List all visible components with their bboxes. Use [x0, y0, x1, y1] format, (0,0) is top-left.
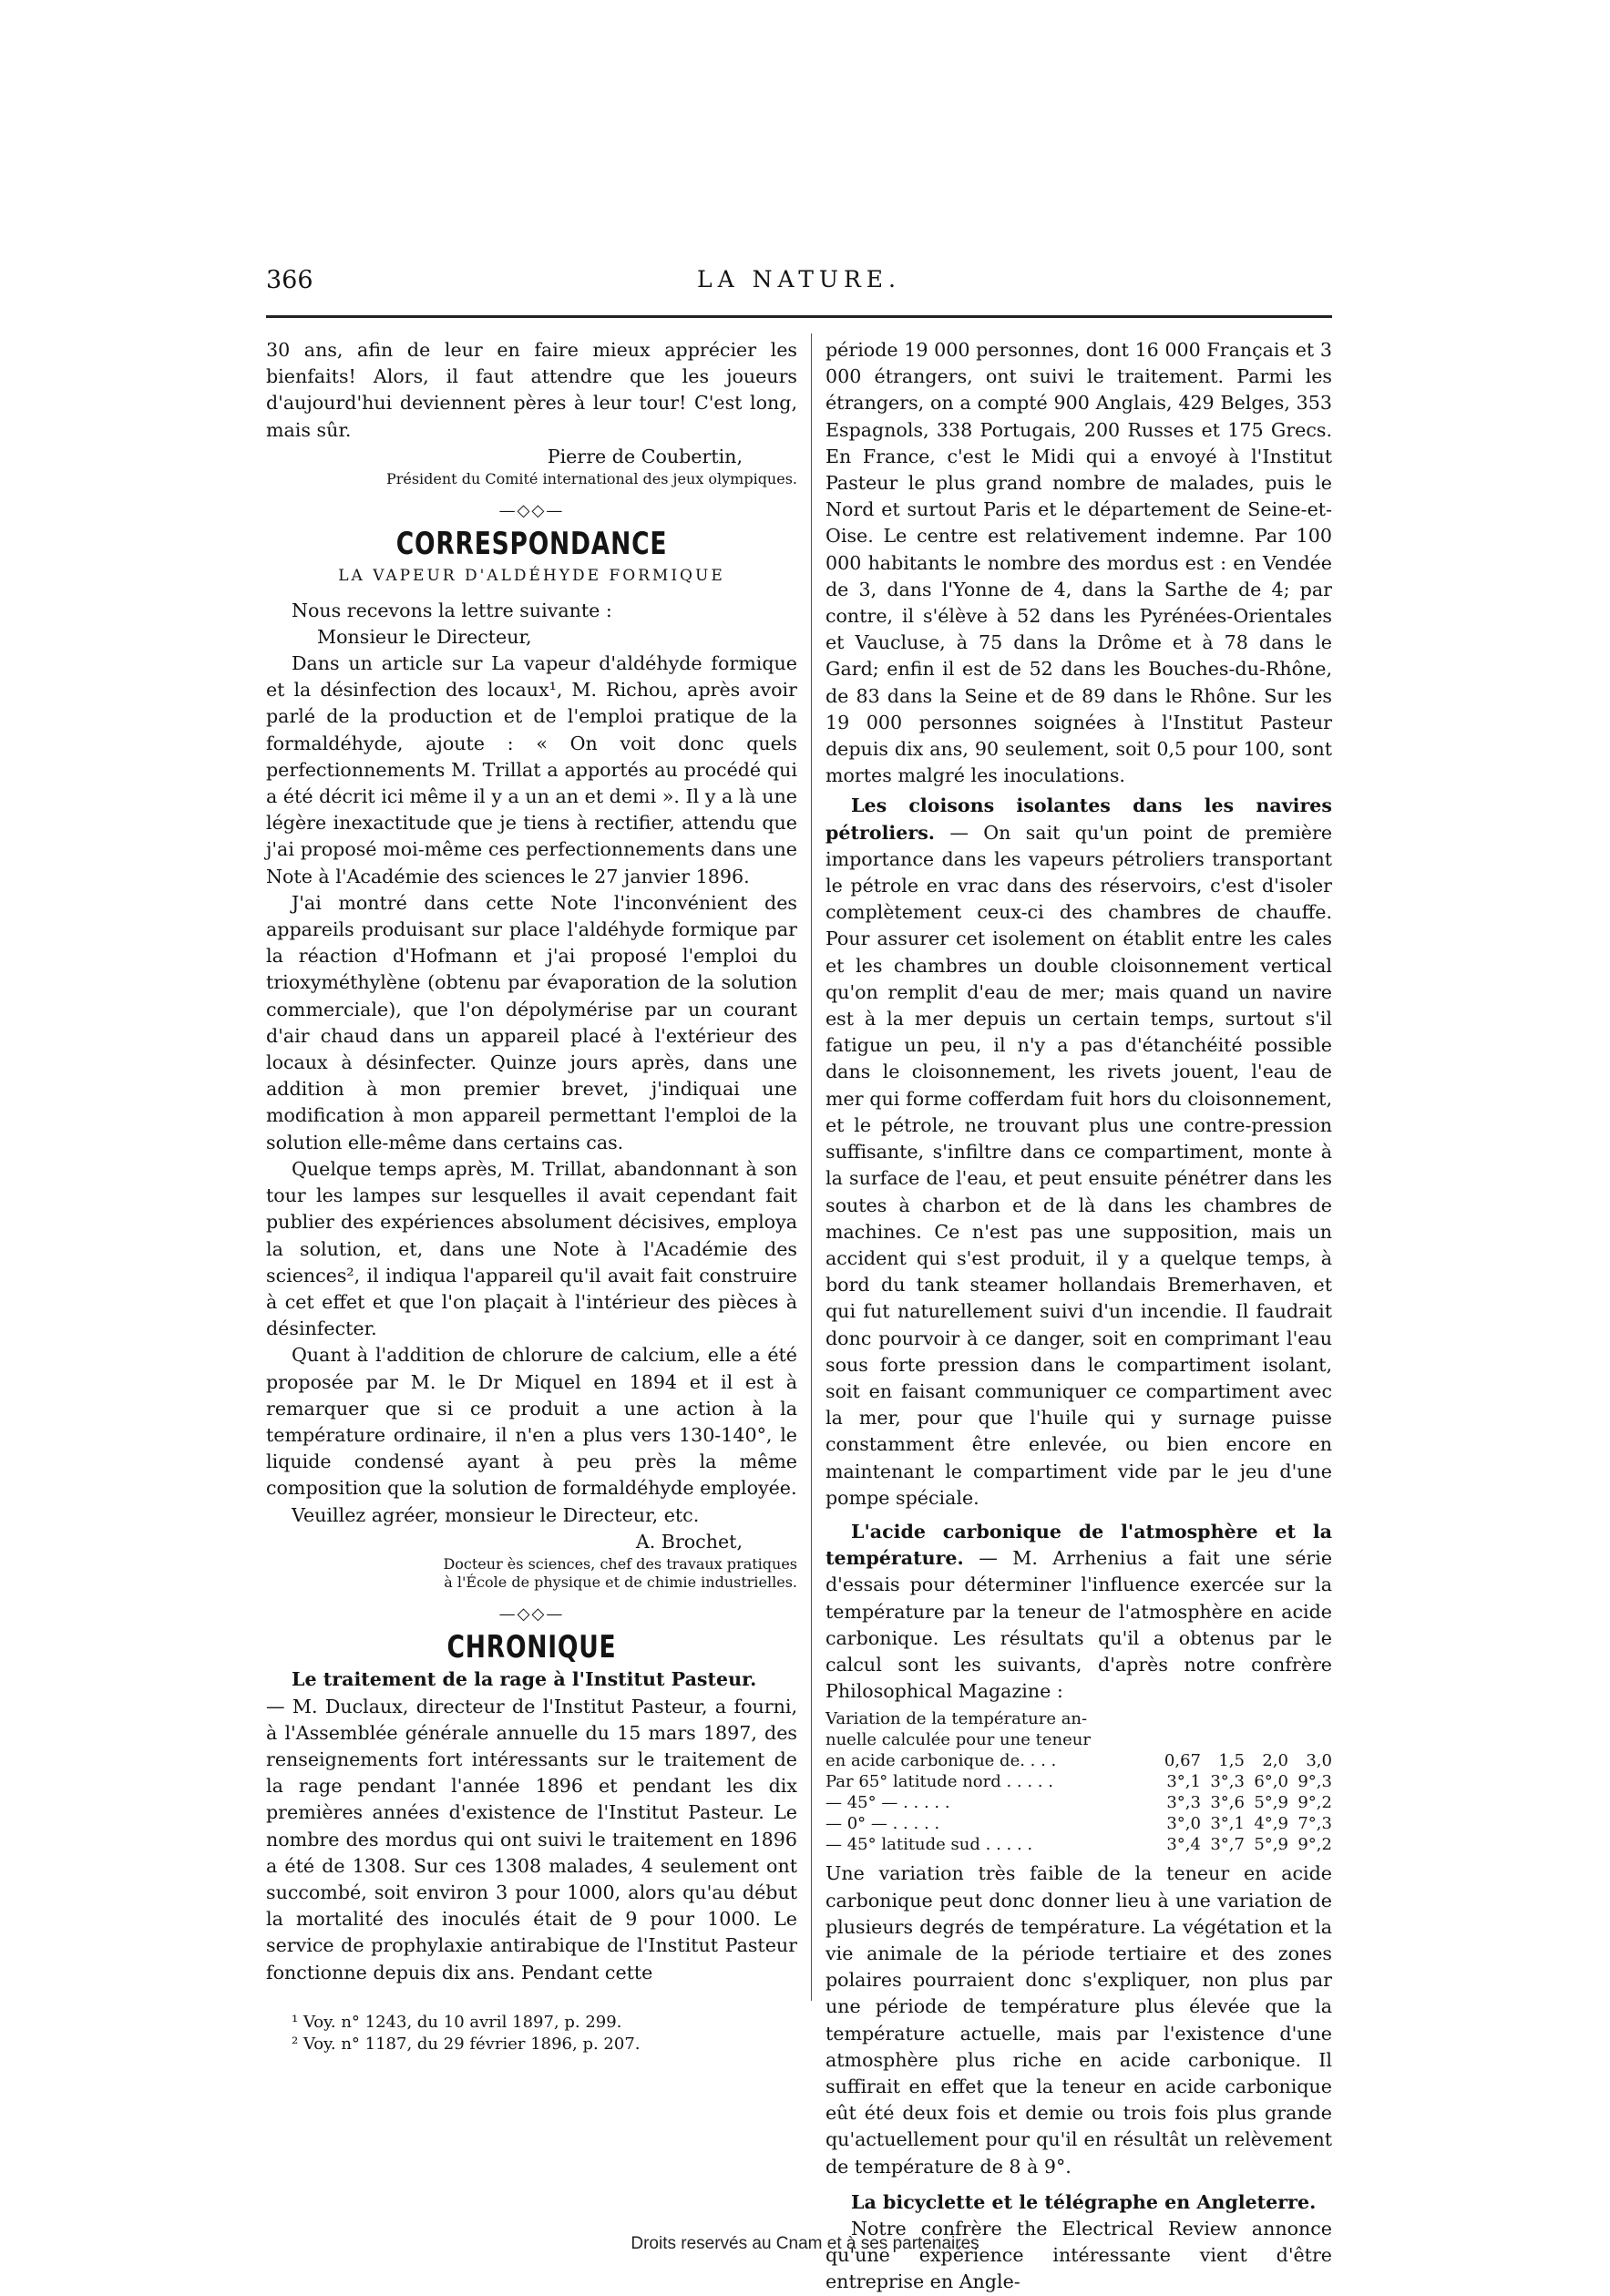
- rage-heading: Le traitement de la rage à l'Institut Pasteur.: [292, 1668, 757, 1691]
- table-cell: 9°,3: [1297, 1772, 1332, 1792]
- footnote: ¹ Voy. n° 1243, du 10 avril 1897, p. 299.: [292, 2012, 622, 2032]
- table-cell: 3°,3: [1210, 1772, 1245, 1792]
- row-label: — 45° — . . . . .: [826, 1793, 950, 1813]
- intro-author: Pierre de Coubertin,: [547, 445, 743, 467]
- letter-salutation: Monsieur le Directeur,: [317, 625, 532, 648]
- acide-heading: L'acide carbonique de l'atmosphère et la température.: [826, 1520, 1332, 1570]
- letter-closing: Veuillez agréer, monsieur le Directeur, etc.: [292, 1503, 700, 1526]
- letter-paragraph: Quant à l'addition de chlorure de calcium, elle a été proposée par M. le Dr Miquel en 1894 et il est à remarquer que si ce produit a une action à la température ordinaire, il n'en a plus vers 130-140°, le liquide condensé ayant à peu près la même composition que la solution de formaldéhyde employée.: [266, 1344, 797, 1500]
- row-label: Par 65° latitude nord . . . . .: [826, 1772, 1053, 1792]
- cloisons-paragraph: — On sait qu'un point de première importance dans les vapeurs pétroliers transportant le pétrole en vrac dans des réservoirs, c'est d'isoler complètement ceux-ci des chambres de chauffe. Pour assurer cet isolement on établit entre les cales et les chambres un double cloisonnement vertical qu'on remplit d'eau de mer; mais quand un navire est à la mer depuis un certain temps, surtout s'il fatigue un peu, il n'y a pas d'étanchéité possible dans le cloisonnement, les rivets jouent, l'eau de mer qui forme cofferdam fuit hors du cloisonnement, et le pétrole, ne trouvant plus une contre-pression suffisante, s'infiltre dans ce compartiment, monte à la surface de l'eau, et peut ensuite pénétrer dans les soutes à charbon et de là dans les chambres de machines. Ce n'est pas une supposition, mais un accident qui s'est produit, il y a quelque temps, à bord du tank steamer hollandais Bremerhaven, et qui fut naturellement suivi d'un incendie. Il faudrait donc pourvoir à ce danger, soit en comprimant l'eau sous forte pression dans le compartiment isolant, soit en faisant communiquer ce compartiment avec la mer, pour que l'huile qui y surnage puisse constamment être enlevée, ou bien encore en maintenant le compartiment vide par le jeu d'une pompe spéciale.: [826, 821, 1333, 1509]
- table-cell: 5°,9: [1254, 1835, 1288, 1855]
- ornament-divider: —◇◇—: [498, 1604, 565, 1624]
- letter-author-title: à l'École de physique et de chimie industrielles.: [444, 1573, 797, 1591]
- header-rule: [266, 315, 1332, 318]
- table-head-line: Variation de la température an-: [826, 1709, 1088, 1729]
- table-cell: 3°,1: [1210, 1814, 1245, 1834]
- letter-intro: Nous recevons la lettre suivante :: [292, 599, 612, 621]
- table-cell: 5°,9: [1254, 1793, 1288, 1813]
- row-label: — 45° latitude sud . . . . .: [826, 1835, 1033, 1855]
- table-cell: 0,67: [1164, 1751, 1201, 1771]
- row-label: — 0° — . . . . .: [826, 1814, 940, 1834]
- table-cell: 3°,4: [1166, 1835, 1201, 1855]
- footnote: ² Voy. n° 1187, du 29 février 1896, p. 207.: [292, 2034, 641, 2054]
- rights-credit: Droits reservés au Cnam et à ses partenaires: [631, 2234, 979, 2253]
- table-cell: 9°,2: [1297, 1835, 1332, 1855]
- table-row: [826, 1792, 1332, 1813]
- letter-author-title: Docteur ès sciences, chef des travaux pratiques: [443, 1554, 797, 1573]
- table-row: [826, 1813, 1332, 1834]
- rage-continuation: période 19 000 personnes, dont 16 000 Français et 3 000 étrangers, ont suivi le traitement. Parmi les étrangers, on a compté 900 Anglais, 429 Belges, 353 Espagnols, 338 Portugais, 200 Russes et 175 Grecs. En France, c'est le Midi qui a envoyé à l'Institut Pasteur le plus grand nombre de malades, puis le Nord et surtout Paris et le département de Seine-et-Oise. Le centre est relativement indemne. Par 100 000 habitants le nombre des mordus est : en Vendée de 3, dans l'Yonne de 4, dans la Sarthe de 4; par contre, il s'élève à 52 dans les Pyrénées-Orientales et Vaucluse, à 75 dans la Drôme et à 78 dans le Gard; enfin il est de 52 dans les Bouches-du-Rhône, de 83 dans la Seine et de 89 dans le Rhône. Sur les 19 000 personnes soignées à l'Institut Pasteur depuis dix ans, 90 seulement, soit 0,5 pour 100, sont mortes malgré les inoculations.: [826, 339, 1332, 787]
- table-row: [826, 1834, 1332, 1855]
- cloisons-heading: Les cloisons isolantes dans les navires pétroliers.: [826, 794, 1332, 844]
- chronique-title: CHRONIQUE: [446, 1629, 617, 1666]
- table-cell: 3,0: [1306, 1751, 1332, 1771]
- running-title: LA NATURE.: [697, 266, 901, 292]
- table-cell: 3°,3: [1166, 1793, 1201, 1813]
- table-header-row: [826, 1750, 1332, 1771]
- letter-paragraph: Dans un article sur La vapeur d'aldéhyde formique et la désinfection des locaux¹, M. Richou, après avoir parlé de la production et de l'emploi pratique de la formaldéhyde, ajoute : « On voit donc quels perfectionnements M. Trillat a apportés au procédé qui a été décrit ici même il y a un an et demi ». Il y a là une légère inexactitude que je tiens à rectifier, attendu que j'ai proposé moi-même ces perfectionnements dans une Note à l'Académie des sciences le 27 janvier 1896.: [266, 652, 797, 887]
- correspondance-title: CORRESPONDANCE: [395, 526, 668, 563]
- footnotes: [266, 2012, 797, 2055]
- page-header: [266, 266, 1332, 302]
- letter-paragraph: J'ai montré dans cette Note l'inconvénient des appareils produisant sur place l'aldéhyde formique par la réaction d'Hofmann et j'ai proposé l'emploi du trioxyméthylène (obtenu par évaporation de la solution commerciale), que l'on dépolymérise par un courant d'air chaud dans un appareil placé à l'extérieur des locaux à désinfecter. Quinze jours après, dans une addition à mon premier brevet, j'indiquai une modification à mon appareil permettant l'emploi de la solution elle-même dans certains cas.: [266, 891, 797, 1153]
- table-cell: 7°,3: [1297, 1814, 1332, 1834]
- right-column: [826, 337, 1332, 2296]
- table-cell: 4°,9: [1254, 1814, 1288, 1834]
- intro-author-title: Président du Comité international des jeux olympiques.: [385, 470, 797, 488]
- rage-paragraph: — M. Duclaux, directeur de l'Institut Pasteur, a fourni, à l'Assemblée générale annuelle du 15 mars 1897, des renseignements fort intéressants sur le traitement de la rage pendant l'année 1896 et pendant les dix premières années d'existence de l'Institut Pasteur. Le nombre des mordus qui ont suivi le traitement en 1896 a été de 1308. Sur ces 1308 malades, 4 seulement ont succombé, soit environ 3 pour 1000, alors qu'au début la mortalité des inoculés était de 9 pour 1000. Le service de prophylaxie antirabique de l'Institut Pasteur fonctionne depuis dix ans. Pendant cette: [266, 1695, 797, 1983]
- letter-author: A. Brochet,: [635, 1530, 743, 1553]
- correspondance-subtitle: LA VAPEUR D'ALDÉHYDE FORMIQUE: [338, 567, 725, 586]
- page-number: 366: [266, 266, 313, 294]
- table-cell: 3°,7: [1210, 1835, 1245, 1855]
- table-cell: 3°,6: [1210, 1793, 1245, 1813]
- table-cell: 6°,0: [1254, 1772, 1288, 1792]
- column-divider: [811, 333, 812, 2001]
- bicyclette-heading: La bicyclette et le télégraphe en Angleterre.: [851, 2190, 1317, 2213]
- intro-paragraph: 30 ans, afin de leur en faire mieux apprécier les bienfaits! Alors, il faut attendre que les joueurs d'aujourd'hui deviennent pères à leur tour! C'est long, mais sûr.: [266, 339, 797, 441]
- acide-conclusion: Une variation très faible de la teneur en acide carbonique peut donc donner lieu à une variation de plusieurs degrés de température. La végétation et la vie animale de la période tertiaire et des zones polaires pourraient donc s'expliquer, non plus par une période de température plus élevée que la température actuelle, mais par l'existence d'une atmosphère plus riche en acide carbonique. Il suffirait en effet que la teneur en acide carbonique eût été deux fois et demie ou trois fois plus grande qu'actuellement pour qu'il en résultât un relèvement de température de 8 à 9°.: [826, 1862, 1332, 2178]
- bicyclette-paragraph: Notre confrère the Electrical Review annonce qu'une expérience intéressante vient d'être entreprise en Angle-: [826, 2218, 1332, 2293]
- table-row: [826, 1771, 1332, 1792]
- table-cell: 3°,0: [1166, 1814, 1201, 1834]
- table-head-line: nuelle calculée pour une teneur: [826, 1730, 1091, 1750]
- temperature-table: [826, 1708, 1332, 1855]
- table-cell: 9°,2: [1297, 1793, 1332, 1813]
- table-head-line: en acide carbonique de. . . .: [826, 1751, 1057, 1771]
- table-cell: 3°,1: [1166, 1772, 1201, 1792]
- acide-paragraph: — M. Arrhenius a fait une série d'essais pour déterminer l'influence exercée sur la température par la teneur de l'atmosphère en acide carbonique. Les résultats qu'il a obtenus par le calcul sont les suivants, d'après notre confrère Philosophical Magazine :: [826, 1547, 1333, 1703]
- ornament-divider: —◇◇—: [498, 501, 565, 521]
- letter-paragraph: Quelque temps après, M. Trillat, abandonnant à son tour les lampes sur lesquelles il avait cependant fait publier des expériences absolument décisives, employa la solution, et, dans une Note à l'Académie des sciences², il indiqua l'appareil qu'il avait fait construire à cet effet et que l'on plaçait à l'intérieur des pièces à désinfecter.: [266, 1157, 797, 1340]
- table-cell: 1,5: [1218, 1751, 1245, 1771]
- left-column: [266, 337, 797, 2055]
- table-cell: 2,0: [1262, 1751, 1288, 1771]
